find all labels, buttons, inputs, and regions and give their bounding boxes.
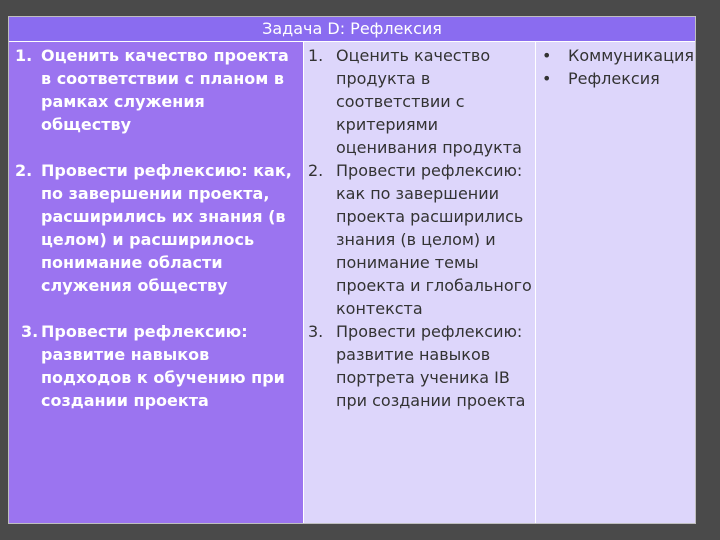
item-line: Провести рефлексию: xyxy=(336,322,523,341)
item-line: при создании проекта xyxy=(336,391,526,410)
item-number: 2. xyxy=(15,161,33,180)
item-line: соответствии с xyxy=(336,92,465,111)
item-line: обществу xyxy=(41,115,132,134)
item-number: 1. xyxy=(308,46,324,65)
item-line: Провести рефлексию: xyxy=(41,322,248,341)
column-skills xyxy=(536,42,695,523)
item-line: оценивания продукта xyxy=(336,138,522,157)
item-number: 3. xyxy=(308,322,324,341)
bullet-icon: • xyxy=(542,69,552,88)
table-title: Задача D: Рефлексия xyxy=(9,17,695,42)
column-project-service xyxy=(9,42,303,523)
item-number: 3. xyxy=(21,322,39,341)
item-line: развитие навыков xyxy=(336,345,491,364)
task-table xyxy=(8,16,696,524)
item-line: подходов к обучению при xyxy=(41,368,285,387)
bullet-icon: • xyxy=(542,46,552,65)
item-line: проекта расширились xyxy=(336,207,524,226)
item-line: портрета ученика IB xyxy=(336,368,510,387)
item-line: продукта в xyxy=(336,69,431,88)
item-line: целом) и расширилось xyxy=(41,230,255,249)
item-line: понимание области xyxy=(41,253,223,272)
item-line: развитие навыков xyxy=(41,345,210,364)
item-line: знания (в целом) и xyxy=(336,230,496,249)
item-line: Оценить качество xyxy=(336,46,491,65)
bullet-label: Рефлексия xyxy=(568,69,660,88)
item-line: служения обществу xyxy=(41,276,228,295)
item-line: контекста xyxy=(336,299,423,318)
item-line: Оценить качество проекта xyxy=(41,46,289,65)
item-line: как по завершении xyxy=(336,184,500,203)
item-line: в соответствии с планом в xyxy=(41,69,285,88)
item-line: критериями xyxy=(336,115,439,134)
item-line: понимание темы xyxy=(336,253,479,272)
item-line: расширились их знания (в xyxy=(41,207,286,226)
column-product xyxy=(304,42,535,523)
item-number: 1. xyxy=(15,46,33,65)
item-line: рамках служения xyxy=(41,92,205,111)
item-line: проекта и глобального xyxy=(336,276,532,295)
item-line: Провести рефлексию: как, xyxy=(41,161,292,180)
item-line: создании проекта xyxy=(41,391,209,410)
item-line: Провести рефлексию: xyxy=(336,161,523,180)
item-line: по завершении проекта, xyxy=(41,184,270,203)
item-number: 2. xyxy=(308,161,324,180)
bullet-label: Коммуникация xyxy=(568,46,694,65)
